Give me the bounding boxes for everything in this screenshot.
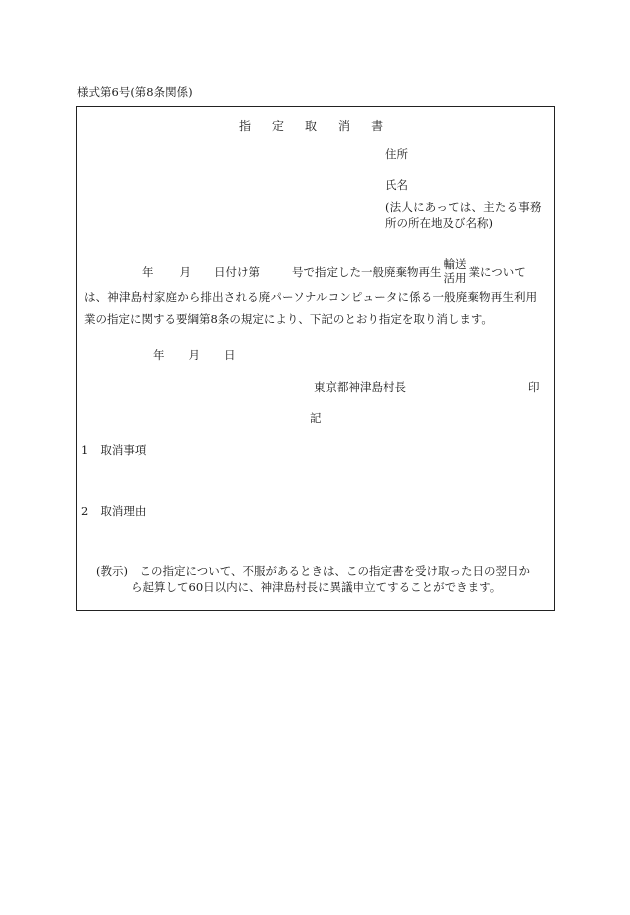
- title-char: 書: [371, 119, 385, 133]
- name-label: 氏名: [385, 178, 408, 192]
- notice-line2: ら起算して60日以内に、神津島村長に異議申立てすることができます。: [131, 580, 502, 594]
- ki-label: 記: [310, 411, 322, 425]
- item-cancellation-matter: [81, 443, 146, 457]
- date-year: 年: [153, 348, 165, 362]
- stack-top: 輸送: [443, 257, 467, 271]
- item-number: 2: [81, 504, 89, 518]
- item-label: 取消事項: [100, 443, 147, 457]
- document-title: [239, 117, 384, 134]
- item-number: 1: [81, 443, 89, 457]
- body-month: 月: [179, 265, 191, 279]
- body-line-2: は、神津島村家庭から排出される廃パーソナルコンピュータに係る一般廃棄物再生利用: [84, 290, 538, 304]
- form-box: [76, 106, 555, 611]
- item-label: 取消理由: [100, 504, 147, 518]
- date-month: 月: [188, 348, 200, 362]
- title-char: 定: [272, 119, 286, 133]
- body-line-1: [142, 259, 526, 287]
- issuer-name: 東京都神津島村長: [314, 380, 406, 394]
- date-line: [153, 348, 236, 362]
- body-line1-end: 業について: [468, 265, 526, 279]
- title-char: 指: [239, 119, 253, 133]
- body-year: 年: [142, 265, 154, 279]
- title-char: 取: [305, 119, 319, 133]
- transport-stack: [444, 257, 467, 285]
- body-number-suffix: 号で指定した一般廃棄物再生: [292, 265, 442, 279]
- seal-mark: 印: [528, 380, 540, 394]
- date-day: 日: [224, 348, 236, 362]
- body-line-3: 業の指定に関する要綱第8条の規定により、下記のとおり指定を取り消します。: [84, 312, 493, 326]
- title-char: 消: [338, 119, 352, 133]
- notice-line1: (教示) この指定について、不服があるときは、この指定書を受け取った日の翌日か: [96, 564, 531, 578]
- corporate-note-line1: (法人にあっては、主たる事務: [385, 200, 542, 214]
- stack-bottom: 活用: [443, 271, 467, 285]
- corporate-note-line2: 所の所在地及び名称): [385, 216, 493, 230]
- address-label: 住所: [385, 147, 408, 161]
- form-number: 様式第6号(第8条関係): [77, 85, 193, 99]
- item-cancellation-reason: [81, 504, 146, 518]
- body-day-prefix: 日付け第: [214, 265, 260, 279]
